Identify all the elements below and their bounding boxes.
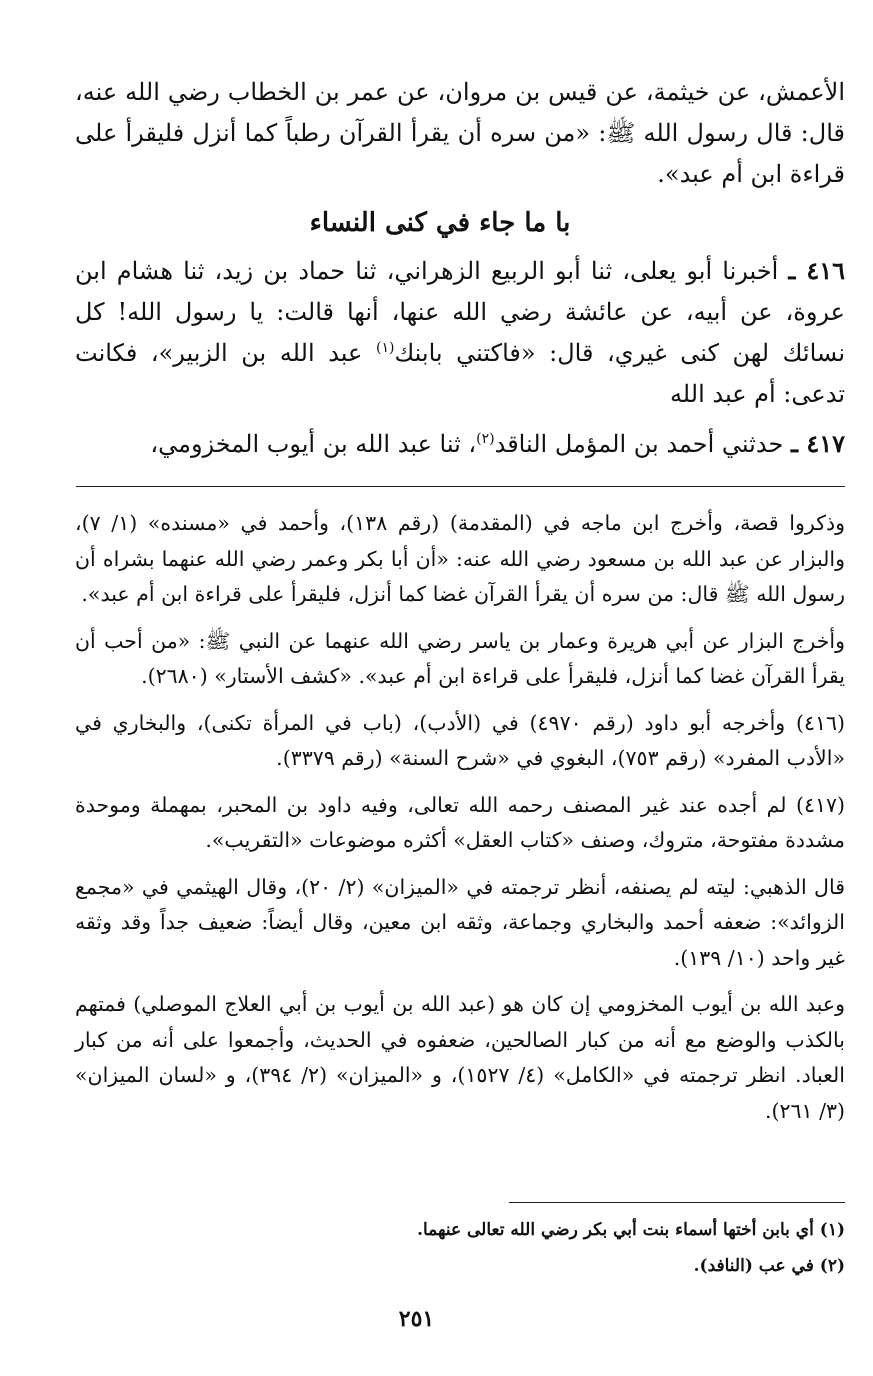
footnote-ref-1: (١) [375,340,395,356]
hadith-416-text-a: أخبرنا أبو يعلى، ثنا أبو الربيع الزهراني، ثنا حماد بن زيد، ثنا هشام ابن عروة، عن أبيه، عن عائشة رضي الله عنها، أنها قالت: يا رسول الله! كل نسائك لهن كنى غيري، قال: «فاكتني بابنك [75,257,845,367]
note-416: (٤١٦) وأخرجه أبو داود (رقم ٤٩٧٠) في (الأدب)، (باب في المرأة تكنى)، والبخاري في «الأدب المفرد» (رقم ٧٥٣)، البغوي في «شرح السنة» (رقم ٣٣٧٩). [75,710,845,770]
section-heading: با ما جاء في كنى النساء [309,208,571,238]
hadith-417 [75,423,845,465]
footnote-1: (١) أي بابن أختها أسماء بنت أبي بكر رضي الله تعالى عنهما. [417,1220,845,1240]
hadith-417-text-a: حدثني أحمد بن المؤمل الناقد [494,430,784,458]
footnote-ref-2: (٢) [476,431,495,447]
footnote-divider [509,1202,845,1203]
page-number: ٢٥١ [398,1306,435,1332]
main-notes-divider [76,486,845,487]
note-paragraph: وعبد الله بن أيوب المخزومي إن كان هو (عبد الله بن أيوب بن أبي العلاج الموصلي) فمتهم بالكذب والوضع مع أنه من كبار الصالحين، ضعفوه في الحديث، وأجمعوا على أنه من كبار العباد. انظر ترجمته في «الكامل» (٤/ ١٥٢٧)، و «الميزان» (٢/ ٣٩٤)، و «لسان الميزان» (٣/ ٢٦١). [75,992,845,1123]
footnote-2: (٢) في عب (النافد). [693,1256,845,1276]
note-paragraph: وأخرج البزار عن أبي هريرة وعمار بن ياسر رضي الله عنهما عن النبي ﷺ: «من أحب أن يقرأ القرآن غضا كما أنزل، فليقرأ على قراءة ابن أم عبد». «كشف الأستار» (٢٦٨٠). [75,628,845,688]
commentary-notes [75,506,845,1140]
hadith-number-417: ٤١٧ ـ [790,429,845,458]
footnotes [75,1212,845,1284]
note-paragraph: قال الذهبي: ليته لم يصنفه، أنظر ترجمته في «الميزان» (٢/ ٢٠)، وقال الهيثمي في «مجمع الزوائد»: ضعفه أحمد والبخاري وجماعة، وثقه ابن معين، وقال أيضاً: ضعيف جداً وقد وثقه غير واحد (١٠/ ١٣٩). [75,874,845,970]
note-417: (٤١٧) لم أجده عند غير المصنف رحمه الله تعالى، وفيه داود بن المحبر، بمهملة وموحدة مشددة مفتوحة، متروك، وصنف «كتاب العقل» أكثره موضوعات «التقريب». [75,792,845,852]
hadith-number-416: ٤١٦ ـ [788,256,845,285]
hadith-417-text-b: ، ثنا عبد الله بن أيوب المخزومي، [150,430,477,458]
hadith-continuation: الأعمش، عن خيثمة، عن قيس بن مروان، عن عمر بن الخطاب رضي الله عنه، قال: قال رسول الله ﷺ: «من سره أن يقرأ القرآن رطباً كما أنزل فليقرأ على قراءة ابن أم عبد». [75,78,846,188]
hadith-416-text-b: عبد الله بن الزبير»، فكانت تدعى: أم عبد الله [75,339,845,408]
main-text [75,72,845,473]
note-paragraph: وذكروا قصة، وأخرج ابن ماجه في (المقدمة) (رقم ١٣٨)، وأحمد في «مسنده» (١/ ٧)، والبزار عن عبد الله بن مسعود رضي الله عنه: «أن أبا بكر وعمر رضي الله عنهما بشراه أن رسول الله ﷺ قال: من سره أن يقرأ القرآن غضا كما أنزل، فليقرأ على قراءة ابن أم عبد». [75,511,845,606]
hadith-416 [75,250,845,415]
